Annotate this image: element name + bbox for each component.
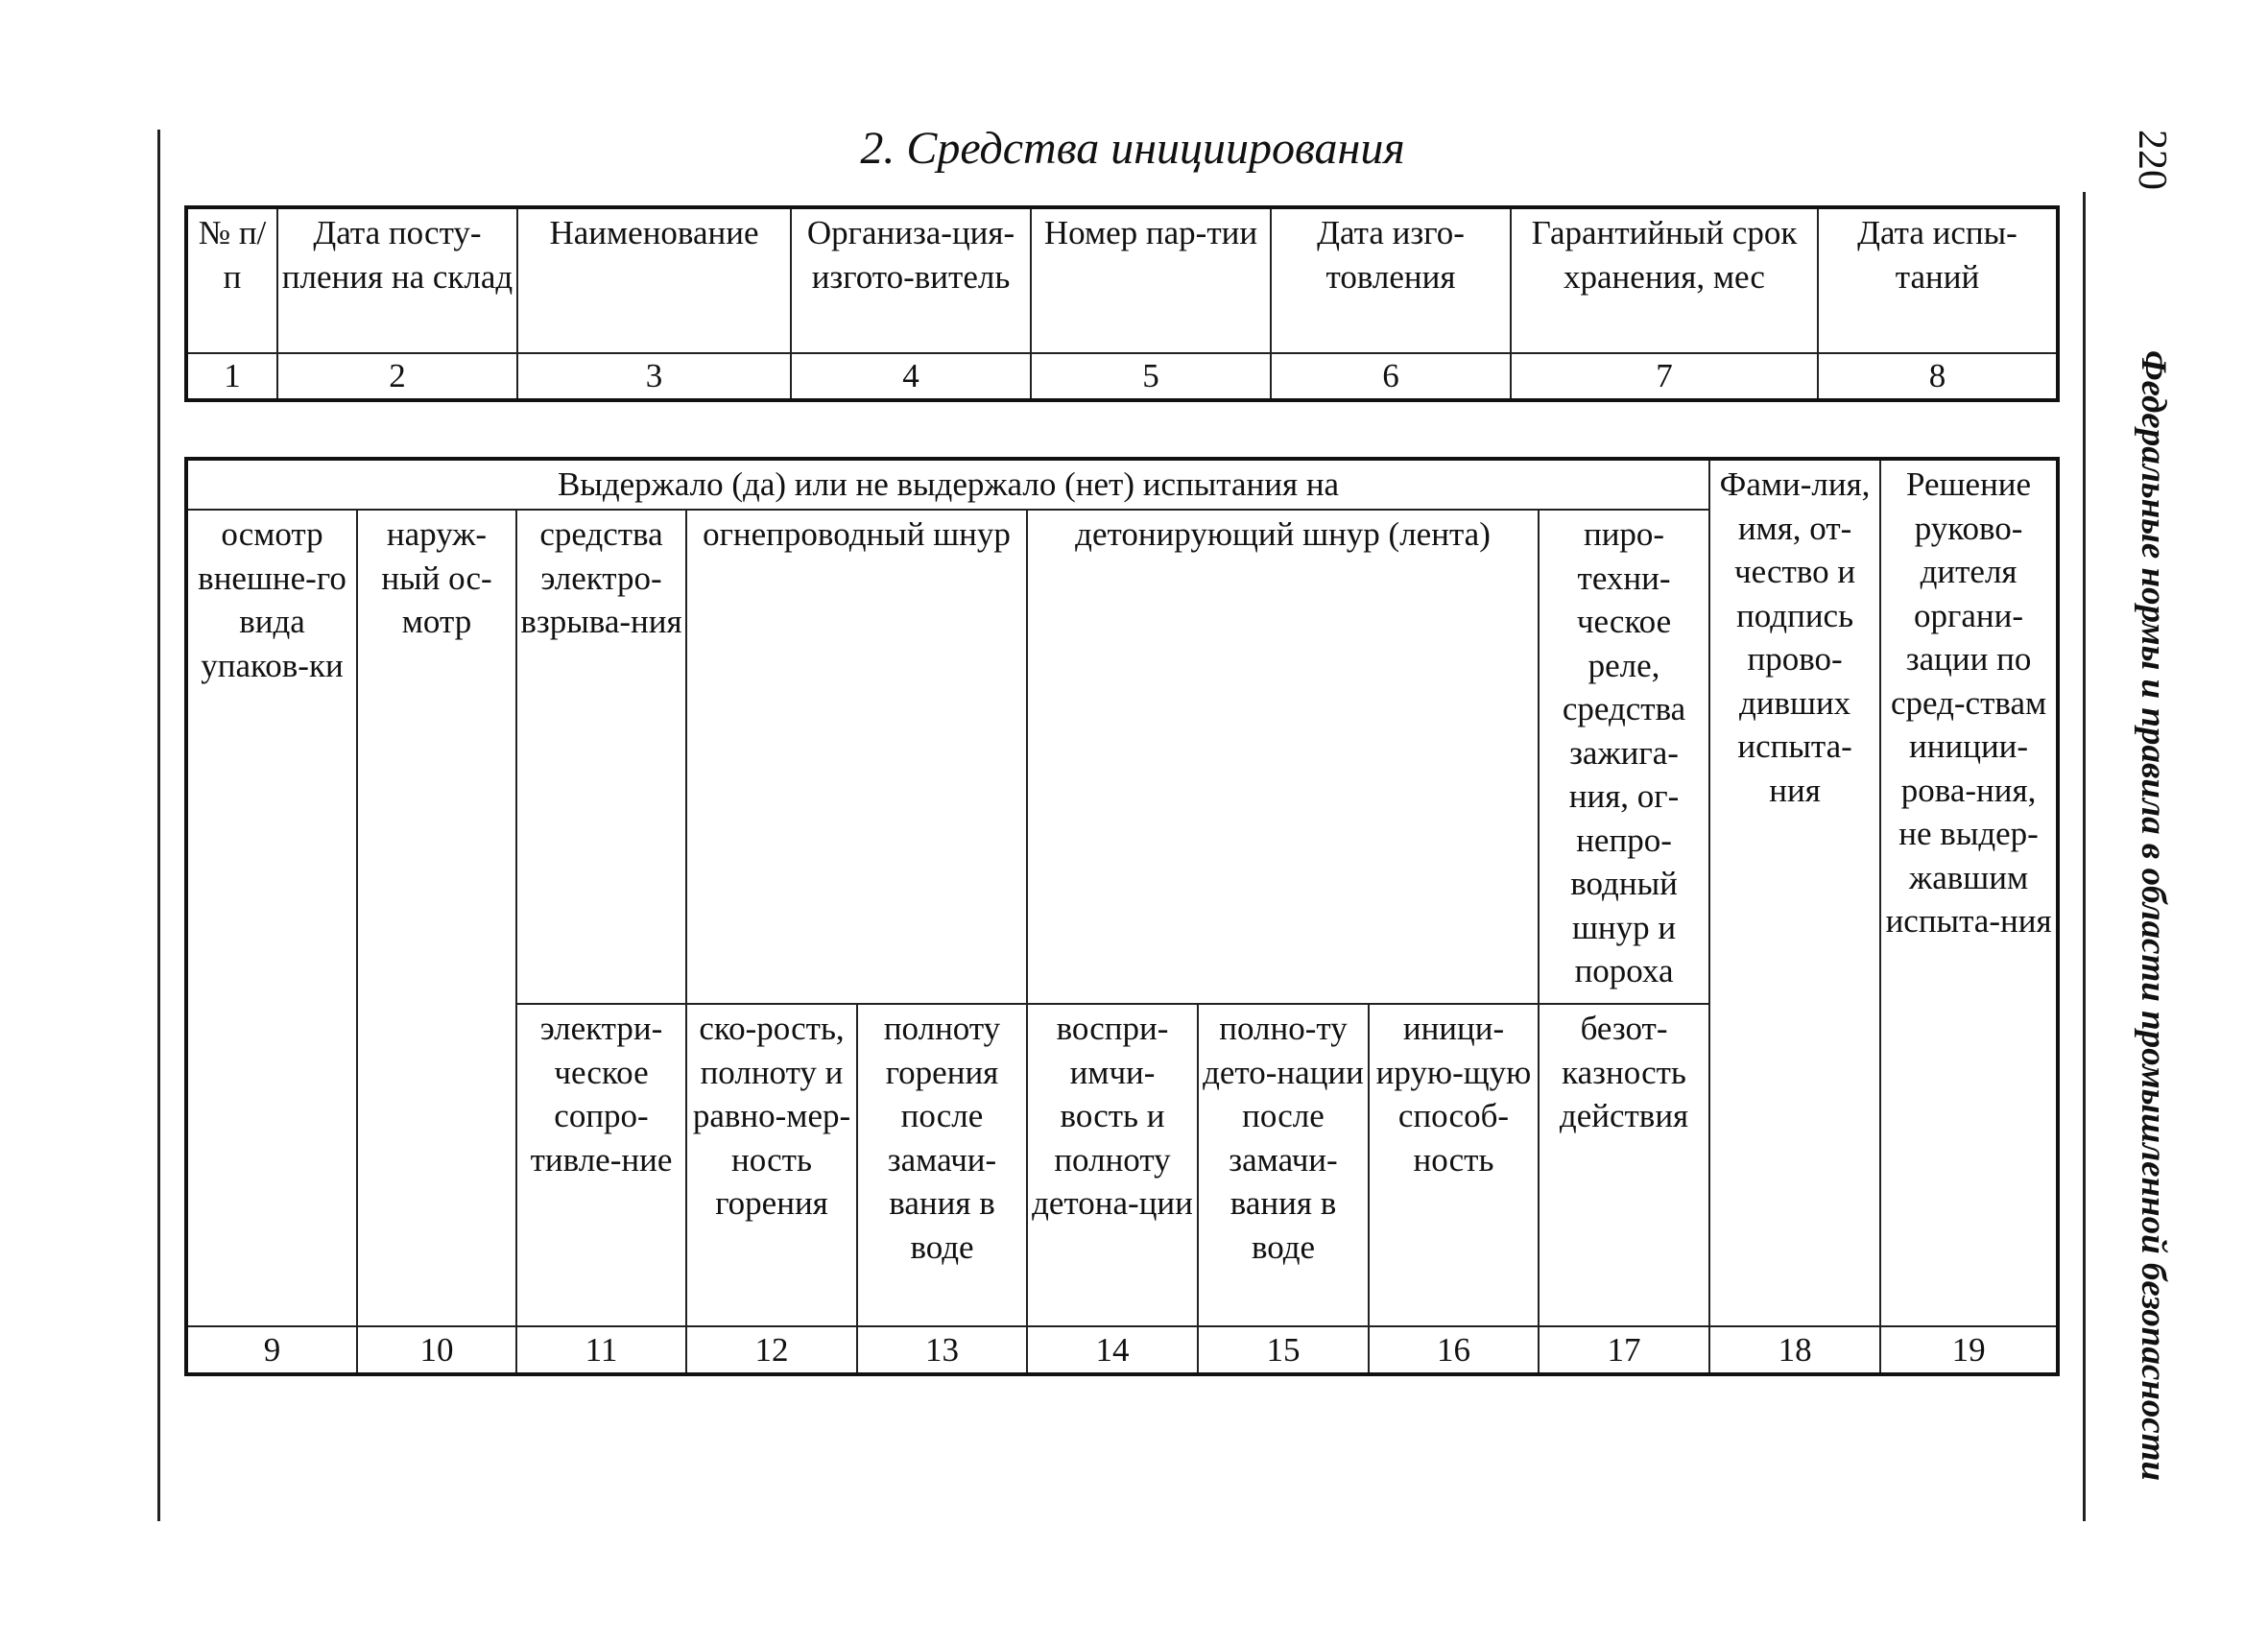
group-header-row (186, 459, 2058, 510)
resistance-subheader: электри-ческое сопро-тивле-ние (516, 1004, 686, 1326)
detonating-cord-header: детонирующий шнур (лента) (1027, 510, 1539, 1004)
header-row (186, 207, 2058, 353)
column-number: 5 (1031, 353, 1271, 400)
electric-means-header: средства электро-взрыва-ния (516, 510, 686, 1004)
column-number: 11 (516, 1326, 686, 1374)
header-cell: Дата испы-таний (1818, 207, 2058, 353)
header-cell: № п/п (186, 207, 277, 353)
pyrotechnic-header: пиро-техни-ческое реле, средства зажига-ния, ог-непро-водный шнур и пороха (1539, 510, 1709, 1004)
header-cell: Гарантийный срок хранения, мес (1511, 207, 1818, 353)
page-number: 220 (2130, 130, 2174, 190)
column-number: 8 (1818, 353, 2058, 400)
reliability-subheader: безот-казность действия (1539, 1004, 1709, 1326)
header-cell: Номер пар-тии (1031, 207, 1271, 353)
column-number: 10 (357, 1326, 516, 1374)
column-number: 15 (1198, 1326, 1369, 1374)
column-number: 13 (857, 1326, 1027, 1374)
persons-header: Фами-лия, имя, от-чество и подпись прово-дивших испыта-ния (1709, 459, 1880, 1326)
section-title: 2. Средства инициирования (860, 123, 1405, 174)
column-number: 14 (1027, 1326, 1198, 1374)
column-number: 18 (1709, 1326, 1880, 1374)
column-number: 9 (186, 1326, 357, 1374)
right-margin-rule (2083, 192, 2086, 1521)
column-number: 16 (1369, 1326, 1539, 1374)
decision-header: Решение руково-дителя органи-зации по сред-ствам иниции-рова-ния, не выдер-жавшим испыта-ния (1880, 459, 2058, 1326)
running-head: Федеральные нормы и правила в области промышленной безопасности (2134, 350, 2173, 1482)
susceptibility-subheader: воспри-имчи-вость и полноту детона-ции (1027, 1004, 1198, 1326)
fuse-cord-header: огнепроводный шнур (686, 510, 1027, 1004)
column-number: 12 (686, 1326, 857, 1374)
column-number: 7 (1511, 353, 1818, 400)
left-margin-rule (157, 130, 160, 1521)
combustion-after-soak-subheader: полноту горения после замачи-вания в воде (857, 1004, 1027, 1326)
column-number: 1 (186, 353, 277, 400)
column-number: 2 (277, 353, 517, 400)
column-number: 3 (517, 353, 791, 400)
test-results-table (184, 457, 2060, 1376)
header-cell: Дата посту-пления на склад (277, 207, 517, 353)
header-cell: Организа-ция-изгото-витель (791, 207, 1031, 353)
detonation-after-soak-subheader: полно-ту дето-нации после замачи-вания в воде (1198, 1004, 1369, 1326)
column-number: 6 (1271, 353, 1511, 400)
burn-speed-subheader: ско-рость, полноту и равно-мер-ность горения (686, 1004, 857, 1326)
header-cell: Наименование (517, 207, 791, 353)
column-number-row (186, 1326, 2058, 1374)
column-number-row (186, 353, 2058, 400)
column-number: 19 (1880, 1326, 2058, 1374)
header-cell: Дата изго-товления (1271, 207, 1511, 353)
outer-inspection-header: наруж-ный ос-мотр (357, 510, 516, 1326)
column-number: 4 (791, 353, 1031, 400)
group-header: Выдержало (да) или не выдержало (нет) испытания на (186, 459, 1709, 510)
external-inspection-header: осмотр внешне-го вида упаков-ки (186, 510, 357, 1326)
registry-table (184, 205, 2060, 402)
initiating-ability-subheader: иници-ирую-щую способ-ность (1369, 1004, 1539, 1326)
column-number: 17 (1539, 1326, 1709, 1374)
